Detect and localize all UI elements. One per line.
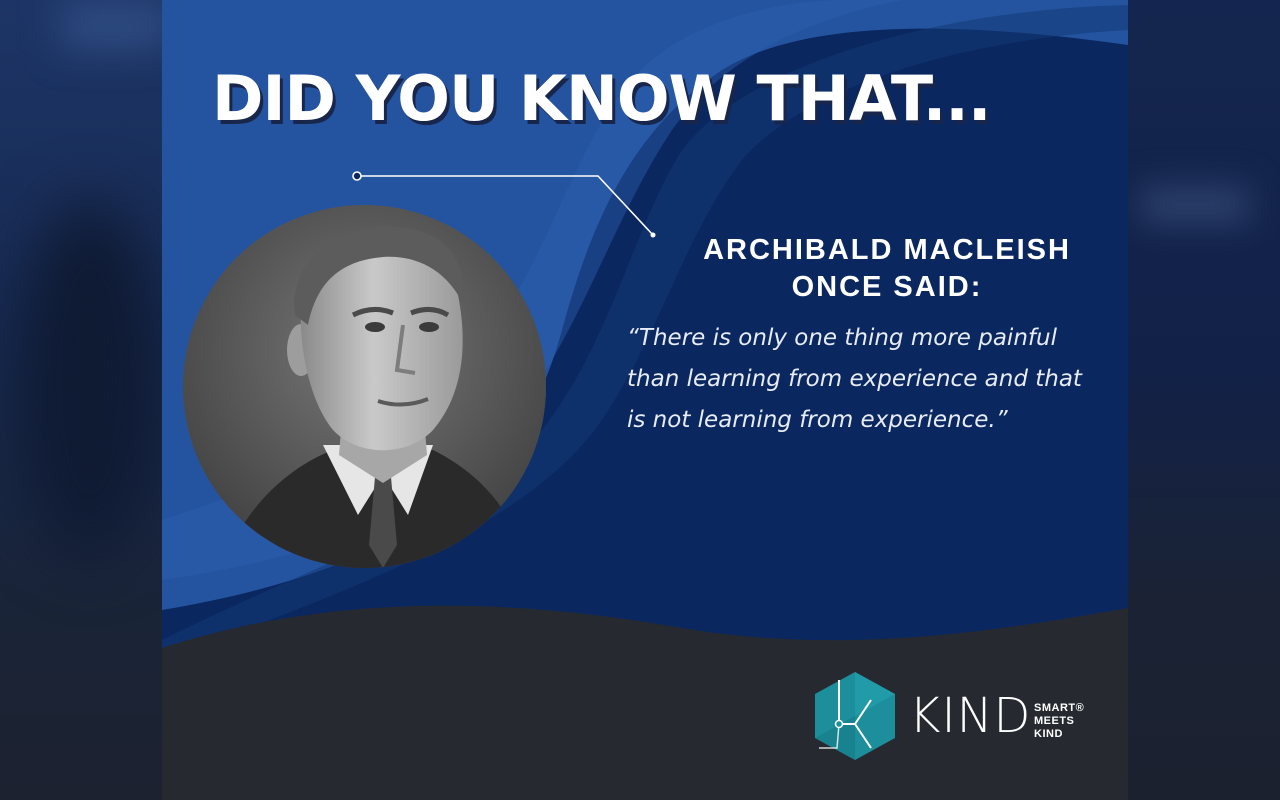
- quote-line: than learning from experience and that: [627, 366, 1082, 392]
- logo-tagline-line: KIND: [1034, 728, 1063, 740]
- backdrop-blur-shape: [20, 200, 160, 560]
- quote-line: “There is only one thing more painful: [627, 325, 1057, 351]
- kind-logo-hexagon-icon: [809, 670, 901, 762]
- attribution-suffix: ONCE SAID:: [791, 271, 983, 303]
- backdrop-blur-shape: [1140, 185, 1250, 225]
- logo-tagline-line: SMART®: [1034, 702, 1085, 714]
- headline: DID YOU KNOW THAT...: [212, 62, 991, 135]
- logo-tagline-line: MEETS: [1034, 715, 1075, 727]
- portrait-photo: [183, 205, 546, 568]
- quote-attribution: [652, 232, 1122, 306]
- quote-card: [162, 0, 1128, 800]
- kind-logo: [809, 670, 1109, 760]
- portrait-illustration: [183, 205, 546, 568]
- logo-wordmark: KIND: [909, 688, 1032, 744]
- connector-start-dot: [353, 172, 361, 180]
- backdrop-blur-shape: [60, 0, 170, 50]
- logo-tagline: [1034, 702, 1084, 741]
- backdrop-right: [1128, 0, 1280, 800]
- quote-line: is not learning from experience.”: [627, 407, 1008, 433]
- attribution-name: ARCHIBALD MACLEISH: [703, 234, 1071, 266]
- quote-text: [627, 318, 1117, 441]
